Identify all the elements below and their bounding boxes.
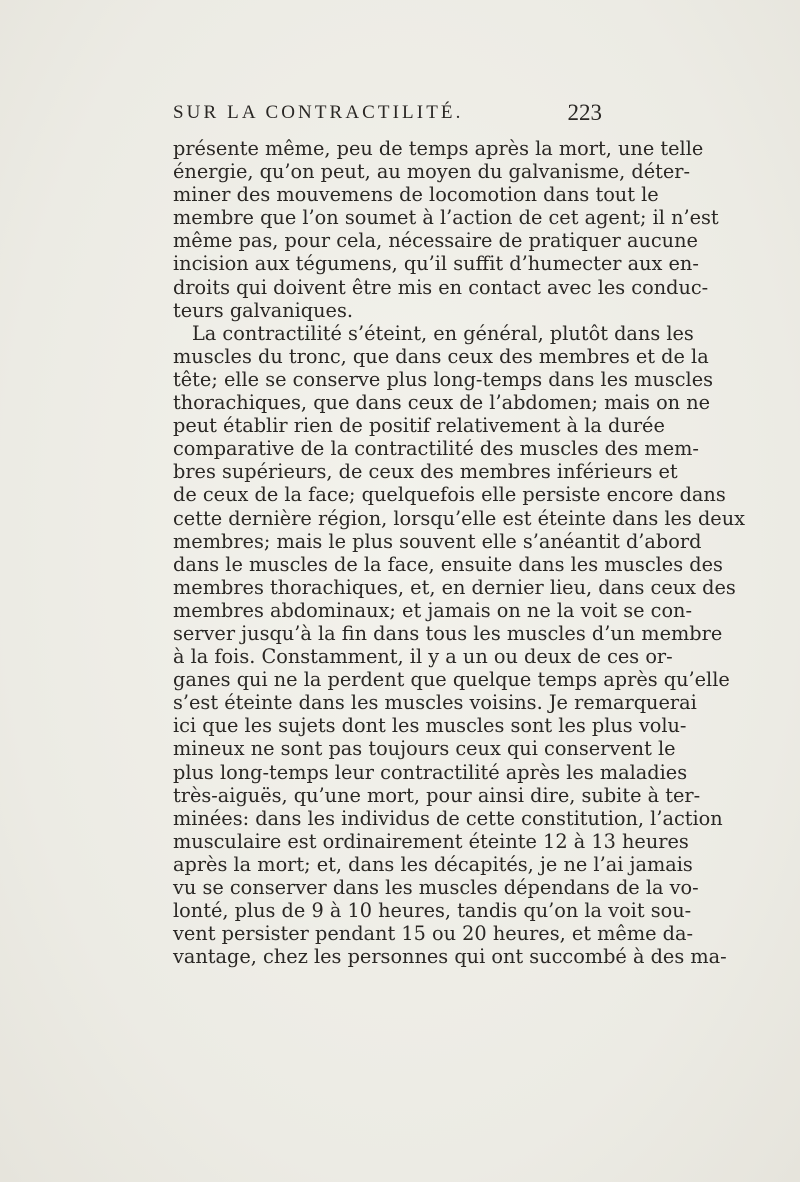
text-line: incision aux tégumens, qu’il suffit d’humecter aux en- [173, 252, 699, 276]
text-line: miner des mouvemens de locomotion dans tout le [173, 183, 659, 207]
text-line: ganes qui ne la perdent que quelque temps après qu’elle [173, 668, 730, 692]
text-line: server jusqu’à la fin dans tous les muscles d’un membre [173, 621, 723, 645]
text-line: mineux ne sont pas toujours ceux qui conservent le [173, 737, 676, 761]
text-line: membre que l’on soumet à l’action de cet agent; il n’est [173, 206, 719, 230]
text-line: membres thorachiques, et, en dernier lieu, dans ceux des [173, 575, 736, 599]
text-line: tête; elle se conserve plus long-temps dans les muscles [173, 367, 713, 391]
text-line: plus long-temps leur contractilité après les maladies [173, 760, 688, 784]
text-line: énergie, qu’on peut, au moyen du galvanisme, déter- [173, 160, 690, 184]
text-line: membres abdominaux; et jamais on ne la voit se con- [173, 598, 692, 622]
text-line: minées: dans les individus de cette constitution, l’action [173, 806, 723, 830]
text-line: après la mort; et, dans les décapités, je ne l’ai jamais [173, 852, 693, 876]
text-line: comparative de la contractilité des muscles des mem- [173, 437, 699, 461]
text-line: présente même, peu de temps après la mort, une telle [173, 137, 704, 160]
text-line: La contractilité s’éteint, en général, plutôt dans les [192, 321, 694, 345]
text-line: peut établir rien de positif relativement à la durée [173, 414, 665, 438]
text-line: de ceux de la face; quelquefois elle persiste encore dans [173, 483, 726, 507]
text-line: thorachiques, que dans ceux de l’abdomen; mais on ne [173, 391, 711, 415]
text-line: membres; mais le plus souvent elle s’anéantit d’abord [173, 529, 702, 553]
text-line: ici que les sujets dont les muscles sont les plus volu- [173, 714, 687, 738]
text-line: lonté, plus de 9 à 10 heures, tandis qu’on la voit sou- [173, 899, 692, 923]
text-line: vu se conserver dans les muscles dépendans de la vo- [173, 876, 699, 899]
text-line: s’est éteinte dans les muscles voisins. Je remarquerai [173, 691, 697, 715]
text-line: muscles du tronc, que dans ceux des membres et de la [173, 344, 709, 368]
text-line: teurs galvaniques. [173, 298, 353, 322]
text-line: musculaire est ordinairement éteinte 12 à 13 heures [173, 829, 689, 853]
text-line: même pas, pour cela, nécessaire de pratiquer aucune [173, 229, 698, 253]
text-line: vantage, chez les personnes qui ont succombé à des ma- [173, 945, 727, 969]
page-header [173, 102, 602, 132]
text-line: droits qui doivent être mis en contact avec les conduc- [173, 275, 709, 299]
page-number: 223 [567, 100, 602, 125]
running-title: SUR LA CONTRACTILITÉ. [173, 102, 464, 123]
body-text [173, 137, 745, 969]
text-line: dans le muscles de la face, ensuite dans les muscles des [173, 552, 723, 576]
text-line: cette dernière région, lorsqu’elle est éteinte dans les deux [173, 506, 745, 530]
text-line: vent persister pendant 15 ou 20 heures, et même da- [173, 922, 694, 946]
text-line: très-aiguës, qu’une mort, pour ainsi dire, subite à ter- [173, 783, 701, 807]
text-line: à la fois. Constamment, il y a un ou deux de ces or- [173, 645, 673, 669]
text-line: bres supérieurs, de ceux des membres inférieurs et [173, 460, 678, 484]
